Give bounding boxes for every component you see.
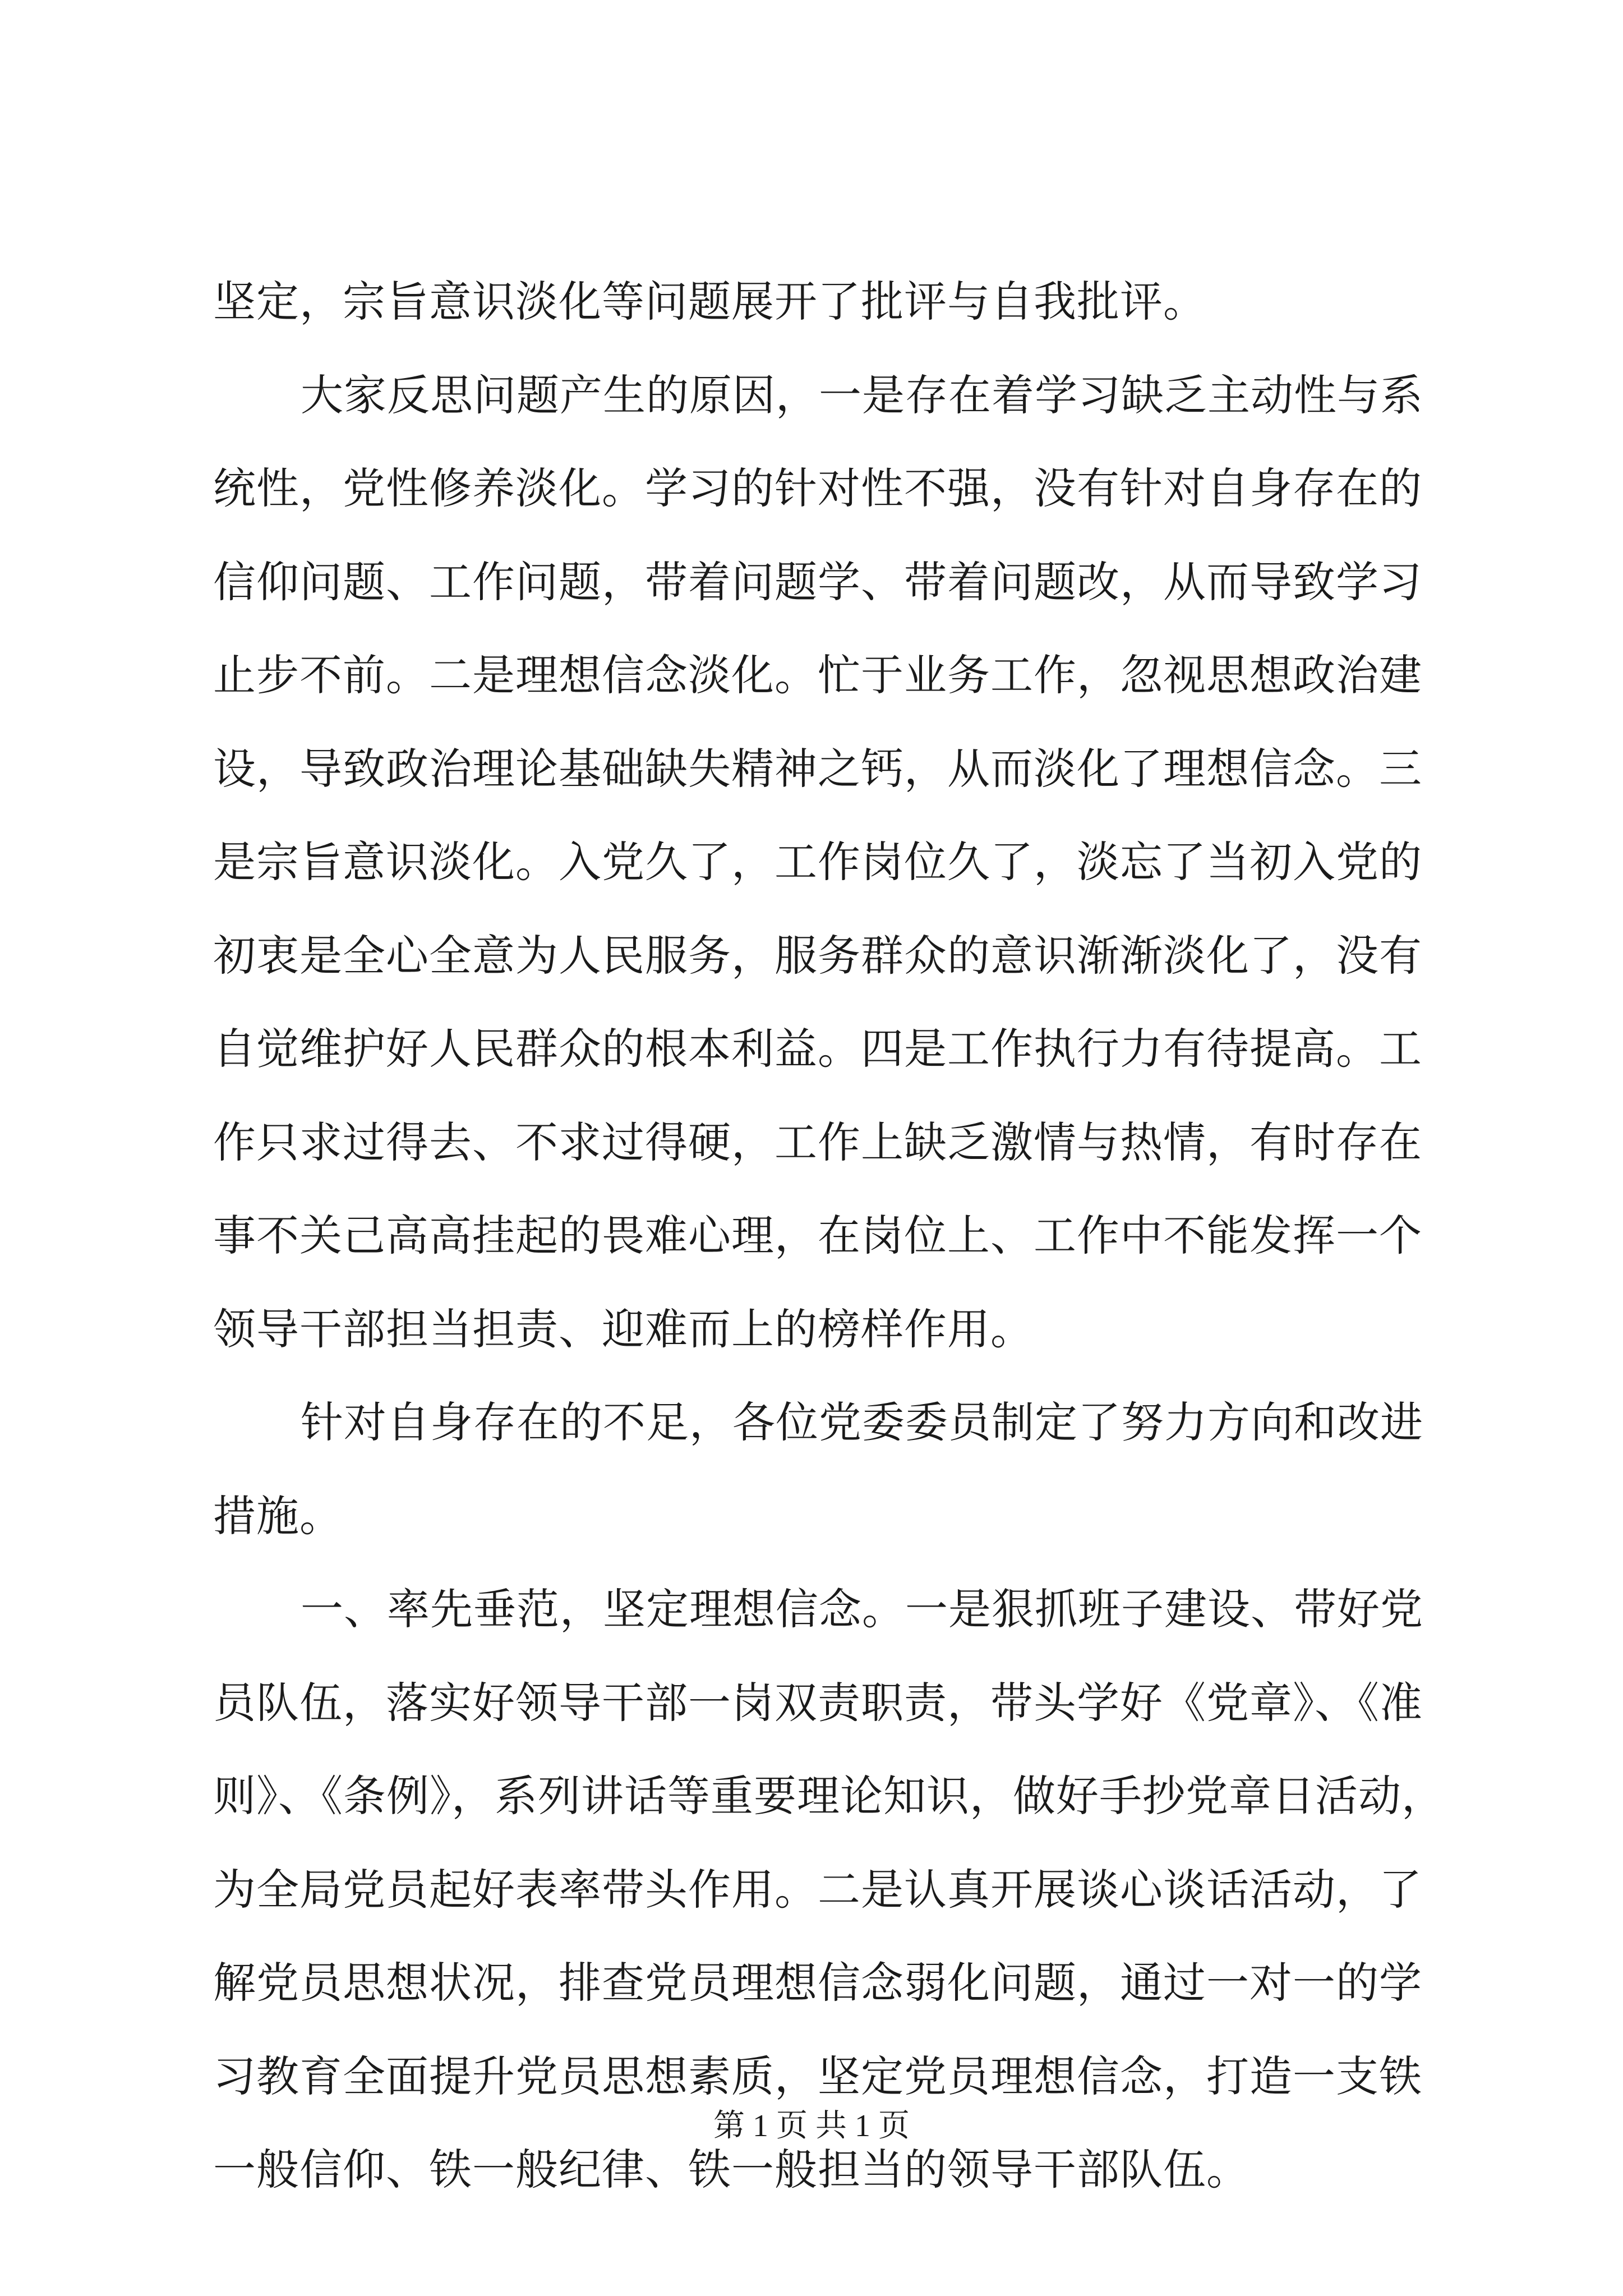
paragraph-line: 事不关己高高挂起的畏难心理，在岗位上、工作中不能发挥一个 bbox=[213, 1211, 1422, 1260]
paragraph-line: 措施。 bbox=[213, 1490, 343, 1541]
paragraph-line: 为全局党员起好表率带头作用。二是认真开展谈心谈话活动，了 bbox=[213, 1864, 1422, 1915]
paragraph-line: 针对自身存在的不足，各位党委委员制定了努力方向和改进 bbox=[301, 1397, 1423, 1447]
paragraph-line: 则》、《条例》，系列讲话等重要理论知识，做好手抄党章日活动， bbox=[213, 1771, 1445, 1821]
paragraph-line: 一般信仰、铁一般纪律、铁一般担当的领导干部队伍。 bbox=[213, 2145, 1249, 2194]
paragraph-line: 作只求过得去、不求过得硬，工作上缺乏激情与热情，有时存在 bbox=[213, 1117, 1422, 1167]
paragraph-line: 解党员思想状况，排查党员理想信念弱化问题，通过一对一的学 bbox=[213, 1958, 1422, 2008]
paragraph-line: 大家反思问题产生的原因，一是存在着学习缺乏主动性与系 bbox=[301, 370, 1423, 420]
paragraph-line: 设，导致政治理论基础缺失精神之钙，从而淡化了理想信念。三 bbox=[213, 743, 1422, 794]
paragraph-line: 信仰问题、工作问题，带着问题学、带着问题改，从而导致学习 bbox=[213, 556, 1422, 607]
paragraph-line: 止步不前。二是理想信念淡化。忙于业务工作，忽视思想政治建 bbox=[213, 650, 1422, 700]
page-footer: 第 1 页 共 1 页 bbox=[713, 2109, 910, 2143]
paragraph-line: 习教育全面提升党员思想素质，坚定党员理想信念，打造一支铁 bbox=[213, 2051, 1422, 2101]
paragraph-line: 统性，党性修养淡化。学习的针对性不强，没有针对自身存在的 bbox=[213, 463, 1422, 513]
paragraph-line: 坚定，宗旨意识淡化等问题展开了批评与自我批评。 bbox=[213, 277, 1206, 326]
paragraph-line: 领导干部担当担责、迎难而上的榜样作用。 bbox=[213, 1304, 1034, 1354]
paragraph-line: 员队伍，落实好领导干部一岗双责职责，带头学好《党章》、《准 bbox=[213, 1677, 1423, 1728]
paragraph-line: 一、率先垂范，坚定理想信念。一是狠抓班子建设、带好党 bbox=[301, 1584, 1423, 1634]
document-body bbox=[213, 255, 1445, 2217]
paragraph-line: 自觉维护好人民群众的根本利益。四是工作执行力有待提高。工 bbox=[213, 1024, 1422, 1074]
paragraph-line: 初衷是全心全意为人民服务，服务群众的意识渐渐淡化了，没有 bbox=[213, 930, 1422, 981]
paragraph-line: 是宗旨意识淡化。入党久了，工作岗位久了，淡忘了当初入党的 bbox=[213, 837, 1422, 887]
